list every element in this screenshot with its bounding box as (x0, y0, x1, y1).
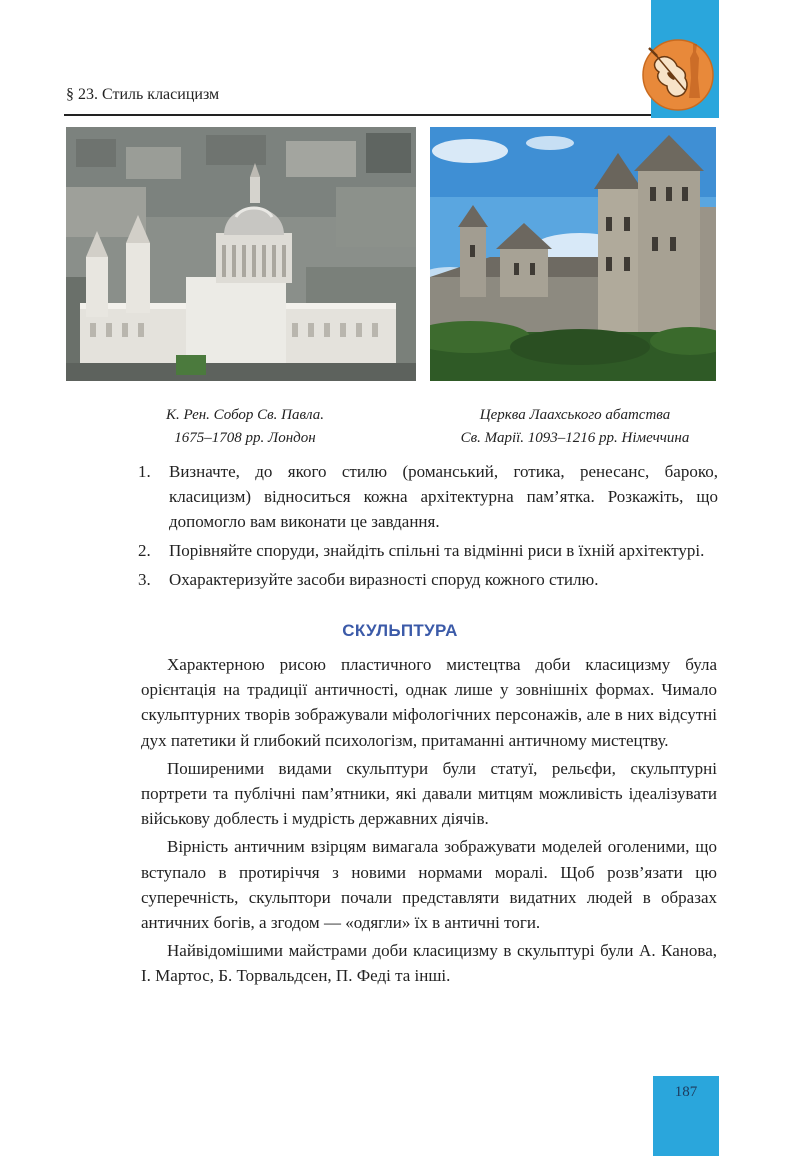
chapter-title: § 23. Стиль класицизм (66, 86, 220, 103)
caption-line: Церква Лаахського абатства (479, 407, 671, 423)
question-item (140, 567, 718, 592)
question-number: 1. (138, 462, 151, 481)
question-text: Порівняйте споруди, знайдіть спільні та відмінні риси в їхній архітектурі. (169, 541, 705, 560)
maria-laach-abbey-photo (430, 127, 716, 381)
caption-line: К. Рен. Собор Св. Павла. (165, 407, 325, 423)
header-divider (64, 114, 651, 116)
caption-line: Св. Марії. 1093–1216 рр. Німеччина (460, 430, 690, 446)
paragraph: Вірність античним взірцям вимагала зображувати моделей оголеними, що вступало в протиріччя з новими нормами моралі. Щоб розв’язати цю суперечність, скульптори почали представляти видатних людей в образах античних богів, а згодом — «одягли» їх в античні тоги. (141, 837, 717, 933)
violin-emblem-icon (641, 38, 715, 112)
section-heading: СКУЛЬПТУРА (342, 621, 458, 640)
question-number: 3. (138, 570, 151, 589)
question-number: 2. (138, 541, 151, 560)
section-body (141, 652, 717, 992)
question-text: Визначте, до якого стилю (романський, готика, ренесанс, бароко, класицизм) відноситься кожна архітектурна пам’ятка. Розкажіть, що допомогло вам виконати це завдання. (169, 462, 718, 531)
question-list (140, 459, 718, 596)
question-item (140, 459, 718, 534)
caption-line: 1675–1708 рр. Лондон (174, 430, 316, 446)
figure-caption-right (425, 404, 725, 450)
page-number: 187 (674, 1084, 698, 1100)
paragraph: Характерною рисою пластичного мистецтва доби класицизму була орієнтація на традиції античності, однак лише у зовнішніх формах. Чимало скульптурних творів зображували міфологічних персонажів, але в них відсутні дух патетики й глибокий психологізм, притаманні античному мистецтву. (141, 655, 717, 750)
st-pauls-cathedral-photo (66, 127, 416, 381)
question-text: Охарактеризуйте засоби виразності споруд кожного стилю. (169, 570, 599, 589)
question-item (140, 538, 718, 563)
paragraph: Найвідомішими майстрами доби класицизму в скульптурі були А. Канова, І. Мартос, Б. Торвальдсен, П. Феді та інші. (141, 941, 717, 986)
figure-caption-left (120, 404, 370, 450)
paragraph: Поширеними видами скульптури були статуї, рельєфи, скульптурні портрети та публічні пам’ятники, які давали митцям можливість ідеалізувати військову доблесть і мудрість державних діячів. (141, 758, 717, 829)
